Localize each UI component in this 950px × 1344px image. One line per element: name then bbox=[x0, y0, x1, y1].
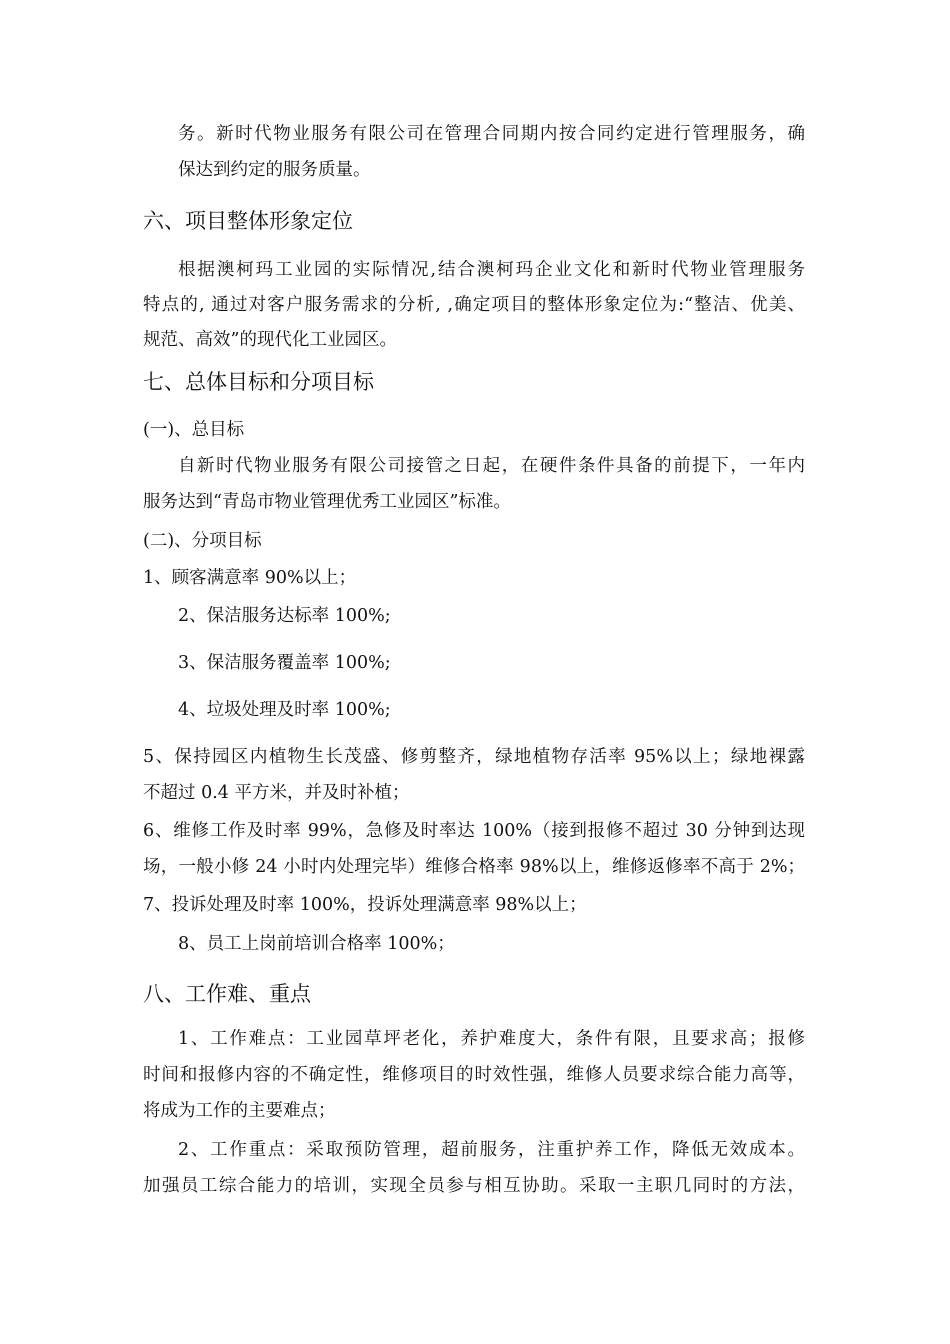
list-item-continued: 不超过 0.4 平方米，并及时补植； bbox=[143, 783, 410, 803]
paragraph-line: 1、工作难点：工业园草坪老化，养护难度大，条件有限，且要求高；报修 bbox=[178, 1029, 805, 1049]
paragraph-line: 特点的, 通过对客户服务需求的分析, ,确定项目的整体形象定位为:“整洁、优美、 bbox=[143, 295, 805, 315]
paragraph-line: 2、工作重点：采取预防管理，超前服务，注重护养工作，降低无效成本。 bbox=[178, 1140, 805, 1160]
paragraph-line: 加强员工综合能力的培训，实现全员参与相互协助。采取一主职几同时的方法， bbox=[143, 1176, 805, 1196]
list-item: 4、垃圾处理及时率 100%; bbox=[178, 700, 391, 720]
paragraph-line: 自新时代物业服务有限公司接管之日起，在硬件条件具备的前提下，一年内 bbox=[178, 456, 805, 476]
section-heading-7: 七、总体目标和分项目标 bbox=[143, 370, 374, 394]
paragraph-line: 根据澳柯玛工业园的实际情况,结合澳柯玛企业文化和新时代物业管理服务 bbox=[178, 260, 805, 280]
section-heading-8: 八、工作难、重点 bbox=[143, 982, 311, 1006]
list-item: 8、员工上岗前培训合格率 100%； bbox=[178, 934, 455, 954]
list-item: 2、保洁服务达标率 100%; bbox=[178, 606, 391, 626]
subheading-overall-goal: (一)、总目标 bbox=[143, 420, 245, 440]
list-item: 1、顾客满意率 90%以上； bbox=[143, 568, 357, 588]
paragraph-line: 保达到约定的服务质量。 bbox=[178, 160, 371, 180]
paragraph-line: 服务达到“青岛市物业管理优秀工业园区”标准。 bbox=[143, 492, 511, 512]
paragraph-line: 规范、高效”的现代化工业园区。 bbox=[143, 330, 397, 350]
paragraph-line: 务。新时代物业服务有限公司在管理合同期内按合同约定进行管理服务，确 bbox=[178, 124, 805, 144]
paragraph-line: 时间和报修内容的不确定性，维修项目的时效性强，维修人员要求综合能力高等， bbox=[143, 1065, 805, 1085]
list-item: 7、投诉处理及时率 100%，投诉处理满意率 98%以上； bbox=[143, 895, 587, 915]
subheading-sub-goals: (二)、分项目标 bbox=[143, 531, 262, 551]
list-item: 6、维修工作及时率 99%，急修及时率达 100%（接到报修不超过 30 分钟到达现 bbox=[143, 821, 805, 841]
list-item-continued: 场，一般小修 24 小时内处理完毕）维修合格率 98%以上，维修返修率不高于 2%； bbox=[143, 857, 805, 877]
section-heading-6: 六、项目整体形象定位 bbox=[143, 209, 353, 233]
paragraph-line: 将成为工作的主要难点； bbox=[143, 1101, 336, 1121]
list-item: 3、保洁服务覆盖率 100%; bbox=[178, 653, 391, 673]
list-item: 5、保持园区内植物生长茂盛、修剪整齐，绿地植物存活率 95%以上；绿地裸露 bbox=[143, 747, 805, 767]
